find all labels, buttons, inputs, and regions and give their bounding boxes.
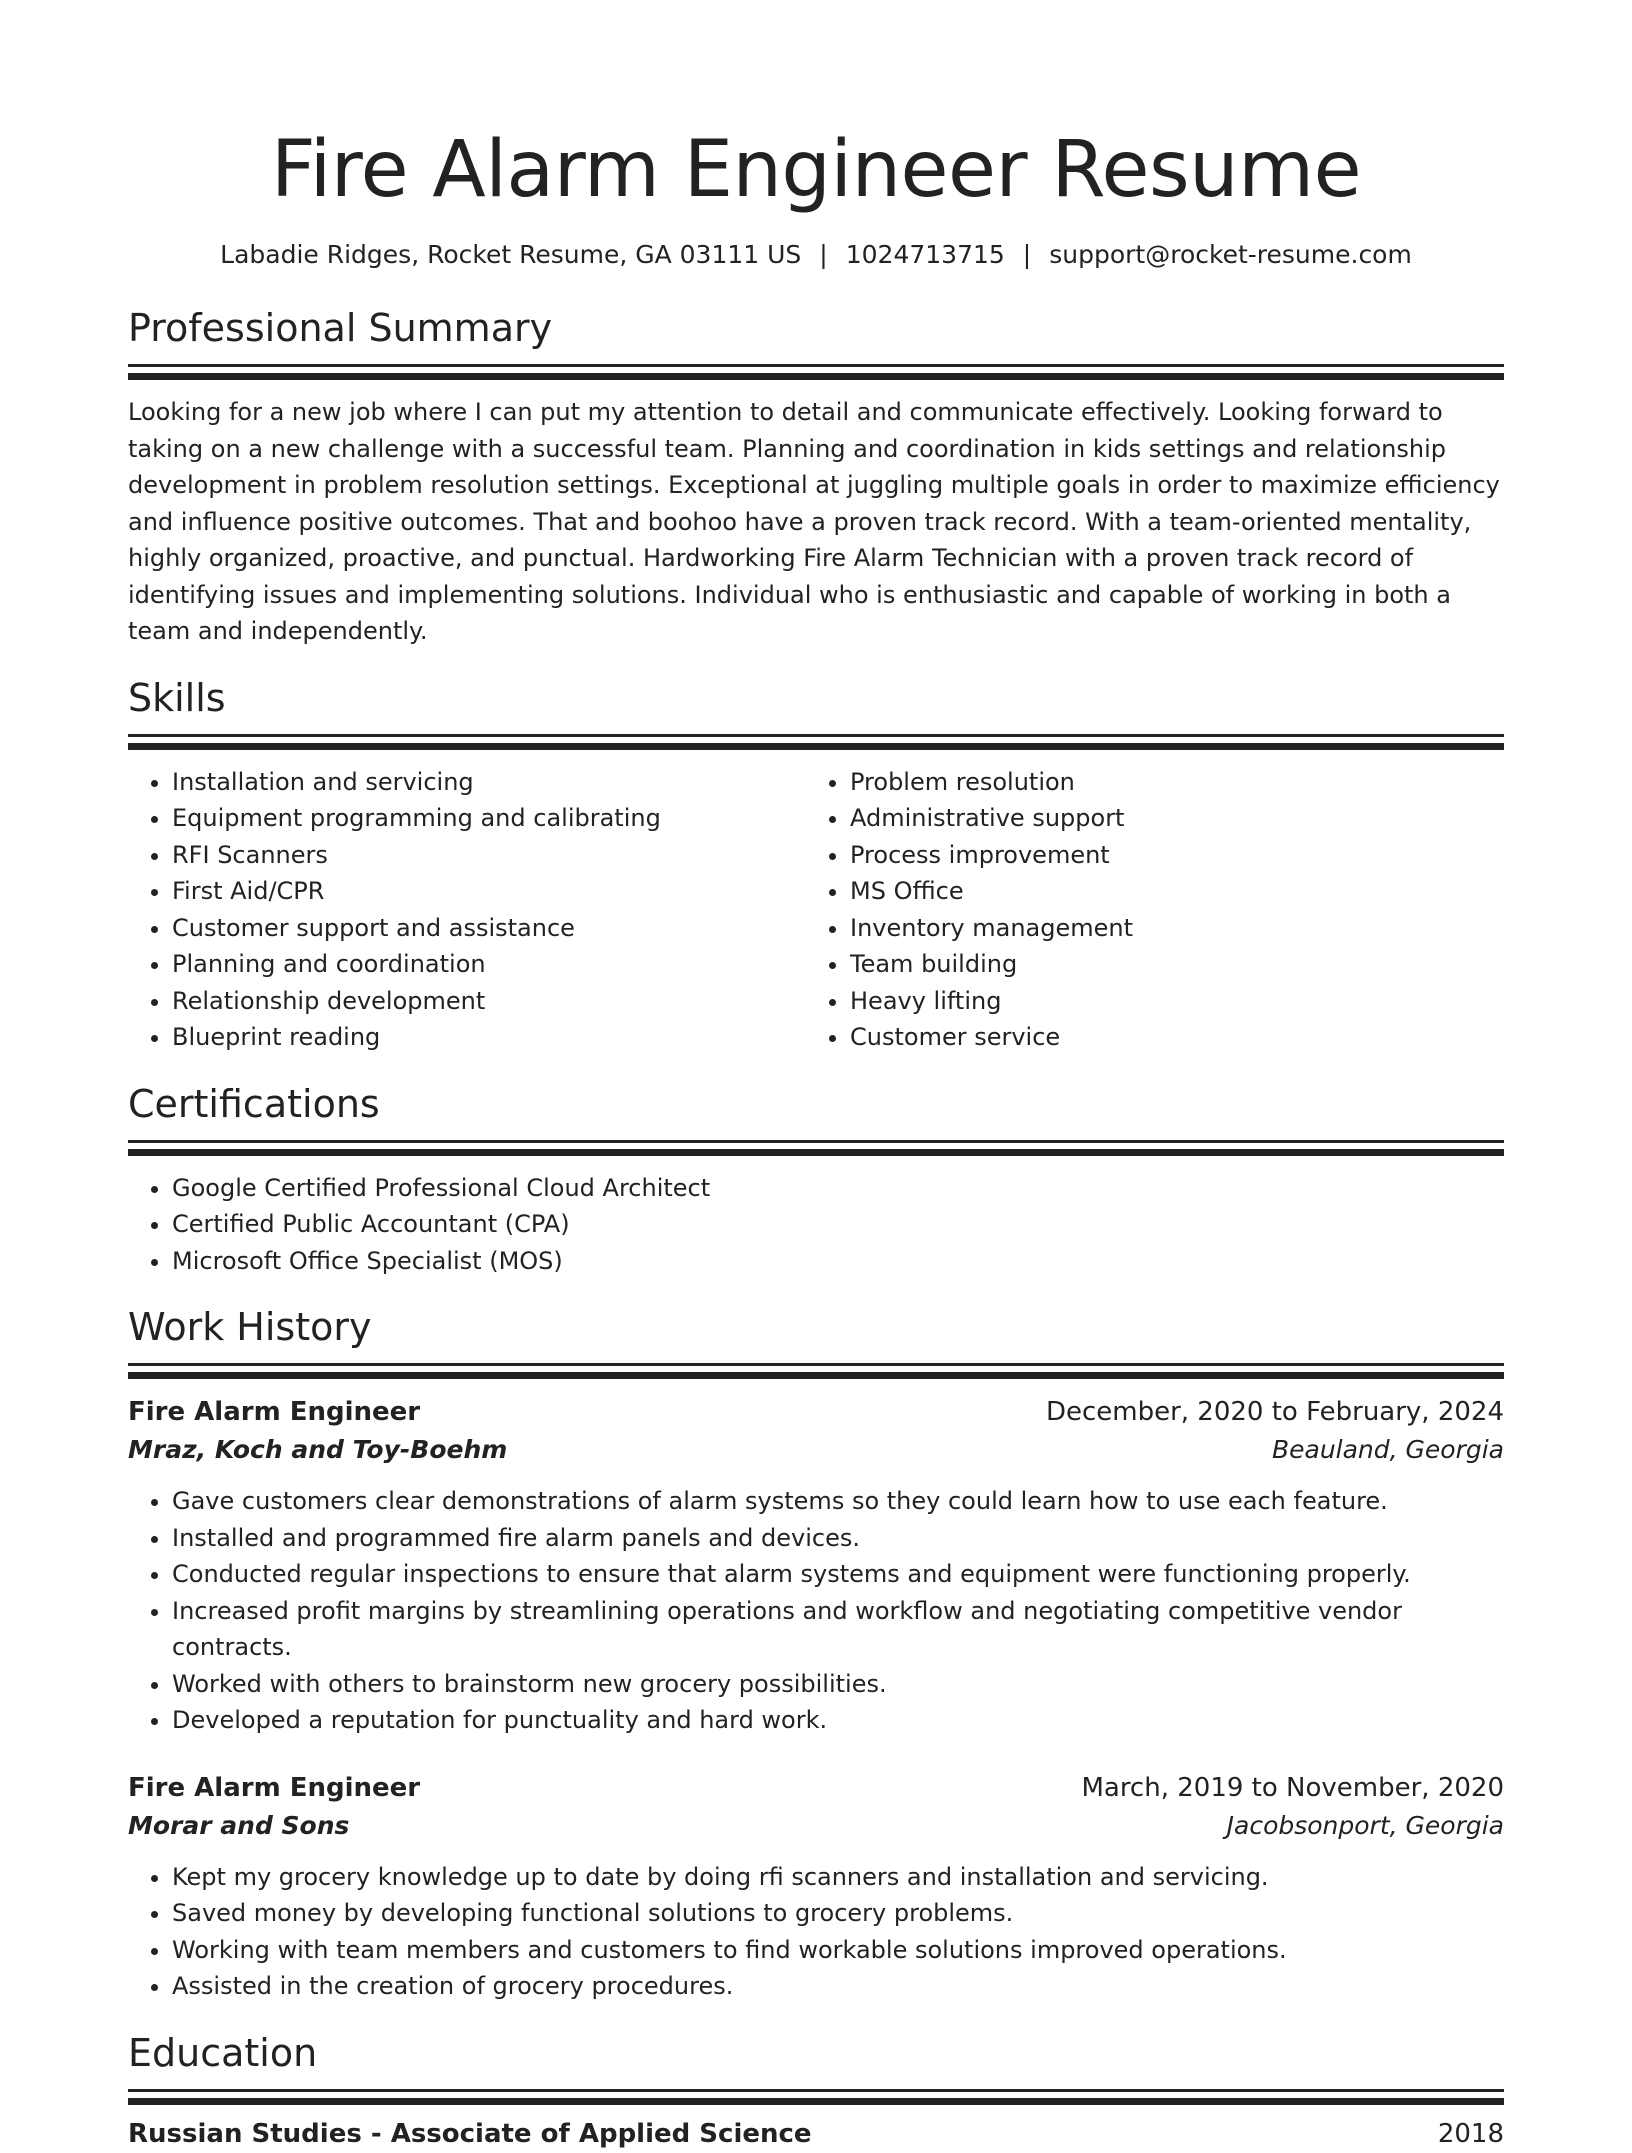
job-dates: December, 2020 to February, 2024: [1045, 1397, 1504, 1427]
skill-item: • Equipment programming and calibrating: [172, 800, 806, 837]
education-section: [128, 2029, 1504, 2153]
contact-address: Labadie Ridges, Rocket Resume, GA 03111 US: [220, 240, 802, 269]
education-entry: [128, 2115, 1504, 2153]
work-history-section: [128, 1303, 1504, 2005]
certification-item: • Microsoft Office Specialist (MOS): [172, 1243, 1504, 1280]
contact-email: support@rocket-resume.com: [1049, 240, 1412, 269]
job-bullet: • Installed and programmed fire alarm panels and devices.: [172, 1520, 1504, 1557]
job-location: Jacobsonport, Georgia: [1226, 1810, 1504, 1840]
job-header: [128, 1769, 1504, 1807]
section-divider-thick: [128, 1372, 1504, 1379]
job-bullet: • Saved money by developing functional solutions to grocery problems.: [172, 1895, 1504, 1932]
resume-page: [128, 0, 1504, 2153]
job-company: Morar and Sons: [128, 1810, 350, 1840]
certification-item: • Certified Public Accountant (CPA): [172, 1206, 1504, 1243]
section-divider: [128, 2089, 1504, 2092]
job-dates: March, 2019 to November, 2020: [1081, 1772, 1504, 1803]
job-bullet: • Assisted in the creation of grocery procedures.: [172, 1968, 1504, 2005]
section-divider: [128, 1363, 1504, 1366]
skill-item: • MS Office: [850, 873, 1484, 910]
education-heading: Education: [128, 2030, 318, 2075]
section-divider-thick: [128, 1149, 1504, 1156]
skill-item: • Team building: [850, 946, 1484, 983]
job-header: [128, 1393, 1504, 1431]
certifications-section: [128, 1080, 1504, 1280]
section-divider-thick: [128, 2098, 1504, 2105]
certifications-heading: Certifications: [128, 1081, 380, 1126]
skill-item: • Installation and servicing: [172, 764, 806, 801]
job-title: Fire Alarm Engineer: [128, 1772, 421, 1803]
section-divider-thick: [128, 743, 1504, 750]
contact-separator: |: [1022, 240, 1032, 269]
skills-section: [128, 674, 1504, 1056]
skill-item: • Problem resolution: [850, 764, 1484, 801]
skills-right-column: [806, 764, 1484, 1056]
summary-section: [128, 304, 1504, 650]
skill-item: • Heavy lifting: [850, 983, 1484, 1020]
contact-phone: 1024713715: [845, 240, 1005, 269]
job-bullet: • Working with team members and customers to find workable solutions improved operations.: [172, 1932, 1504, 1969]
section-divider: [128, 734, 1504, 737]
skill-item: • Blueprint reading: [172, 1019, 806, 1056]
job-subheader: [128, 1431, 1504, 1469]
summary-heading: Professional Summary: [128, 306, 553, 350]
skill-item: • Planning and coordination: [172, 946, 806, 983]
job-location: Beauland, Georgia: [1271, 1435, 1504, 1464]
education-degree: Russian Studies - Associate of Applied Science: [128, 2118, 812, 2149]
skill-item: • Customer service: [850, 1019, 1484, 1056]
contact-line: [128, 238, 1504, 272]
job-title: Fire Alarm Engineer: [128, 1397, 421, 1427]
job-bullet: • Developed a reputation for punctuality and hard work.: [172, 1702, 1504, 1739]
certification-item: • Google Certified Professional Cloud Architect: [172, 1170, 1504, 1207]
skill-item: • Process improvement: [850, 837, 1484, 874]
job-bullet: • Kept my grocery knowledge up to date by doing rfi scanners and installation and servicing.: [172, 1859, 1504, 1896]
job-entry: [128, 1393, 1504, 1739]
skill-item: • Relationship development: [172, 983, 806, 1020]
education-year: 2018: [1437, 2118, 1504, 2149]
skill-item: • First Aid/CPR: [172, 873, 806, 910]
skill-item: • Inventory management: [850, 910, 1484, 947]
skills-heading: Skills: [128, 675, 226, 720]
work-history-heading: Work History: [128, 1305, 372, 1349]
section-divider: [128, 364, 1504, 367]
skills-columns: [128, 764, 1504, 1056]
job-bullet: • Conducted regular inspections to ensure that alarm systems and equipment were functioning properly.: [172, 1556, 1504, 1593]
skill-item: • RFI Scanners: [172, 837, 806, 874]
job-subheader: [128, 1807, 1504, 1845]
skill-item: • Customer support and assistance: [172, 910, 806, 947]
job-bullet: • Increased profit margins by streamlining operations and workflow and negotiating competitive vendor contracts.: [172, 1593, 1504, 1666]
resume-title: Fire Alarm Engineer Resume: [270, 125, 1362, 215]
skills-left-column: [128, 764, 806, 1056]
job-bullet: • Worked with others to brainstorm new grocery possibilities.: [172, 1666, 1504, 1703]
skill-item: • Administrative support: [850, 800, 1484, 837]
job-bullet: • Gave customers clear demonstrations of alarm systems so they could learn how to use each feature.: [172, 1483, 1504, 1520]
job-company: Mraz, Koch and Toy-Boehm: [128, 1435, 508, 1464]
section-divider-thick: [128, 373, 1504, 380]
summary-text: Looking for a new job where I can put my attention to detail and communicate effectively. Looking forward to taking on a new challenge with a successful team. Planning and coordination in kids settings and relationship development in problem resolution settings. Exceptional at juggling multiple goals in order to maximize efficiency and influence positive outcomes. That and boohoo have a proven track record. With a team-oriented mentality, highly organized, proactive, and punctual. Hardworking Fire Alarm Technician with a proven track record of identifying issues and implementing solutions. Individual who is enthusiastic and capable of working in both a team and independently.: [128, 398, 1500, 645]
section-divider: [128, 1140, 1504, 1143]
job-entry: [128, 1769, 1504, 2005]
contact-separator: |: [819, 240, 828, 269]
